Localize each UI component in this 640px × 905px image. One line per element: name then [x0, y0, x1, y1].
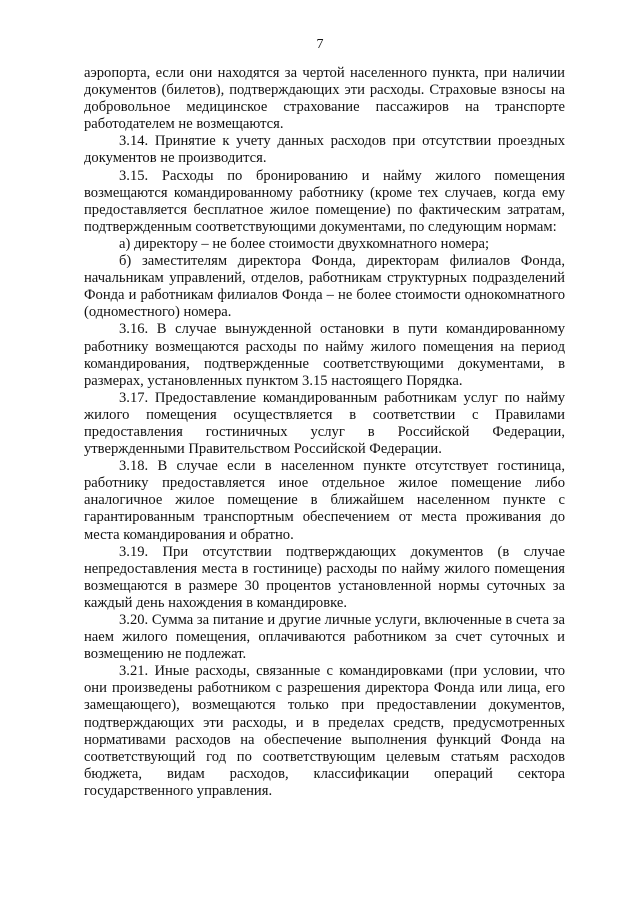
page-number: 7	[316, 37, 324, 52]
clause-3-21: 3.21. Иные расходы, связанные с командировками (при условии, что они произведены работником с разрешения директора Фонда или лица, его замещающего), возмещаются только при предоставлении документов, подтверждающих эти расходы, и в пределах средств, предусмотренных нормативами расходов на обеспечение выполнения функций Фонда на соответствующий год по соответствующим целевым статьям расходов бюджета, видам расходов, классификации операций сектора государственного управления.	[84, 663, 565, 799]
paragraph-continuation: аэропорта, если они находятся за чертой населенного пункта, при наличии документов (билетов), подтверждающих эти расходы. Страховые взносы на добровольное медицинское страхование пассажиров на транспорте работодателем не возмещаются.	[84, 65, 565, 133]
clause-3-17: 3.17. Предоставление командированным работникам услуг по найму жилого помещения осуществляется в соответствии с Правилами предоставления гостиничных услуг в Российской Федерации, утвержденными Правительством Российской Федерации.	[84, 389, 565, 458]
clause-3-14: 3.14. Принятие к учету данных расходов при отсутствии проездных документов не производится.	[84, 133, 565, 167]
clause-3-18: 3.18. В случае если в населенном пункте отсутствует гостиница, работнику предоставляется иное отдельное жилое помещение либо аналогичное жилое помещение в ближайшем населенном пункте с гарантированным транспортным обеспечением от места проживания до места командирования и обратно.	[84, 458, 565, 543]
clause-3-15-item-b: б) заместителям директора Фонда, директорам филиалов Фонда, начальникам управлений, отделов, работникам структурных подразделений Фонда и работникам филиалов Фонда – не более стоимости однокомнатного (одноместного) номера.	[84, 253, 565, 321]
clause-3-20: 3.20. Сумма за питание и другие личные услуги, включенные в счета за наем жилого помещения, оплачиваются работником за счет суточных и возмещению не подлежат.	[84, 612, 565, 663]
clause-3-15: 3.15. Расходы по бронированию и найму жилого помещения возмещаются командированному работнику (кроме тех случаев, когда ему предоставляется бесплатное жилое помещение) по фактическим затратам, подтвержденным соответствующими документами, по следующим нормам:	[84, 167, 565, 235]
clause-3-15-item-a: а) директору – не более стоимости двухкомнатного номера;	[119, 235, 490, 252]
clause-3-19: 3.19. При отсутствии подтверждающих документов (в случае непредоставления места в гостинице) расходы по найму жилого помещения возмещаются в размере 30 процентов установленной нормы суточных за каждый день нахождения в командировке.	[84, 543, 565, 611]
clause-3-16: 3.16. В случае вынужденной остановки в пути командированному работнику возмещаются расходы по найму жилого помещения на период командирования, подтвержденные соответствующими документами, в размерах, установленных пунктом 3.15 настоящего Порядка.	[84, 321, 565, 389]
document-body	[84, 65, 565, 800]
